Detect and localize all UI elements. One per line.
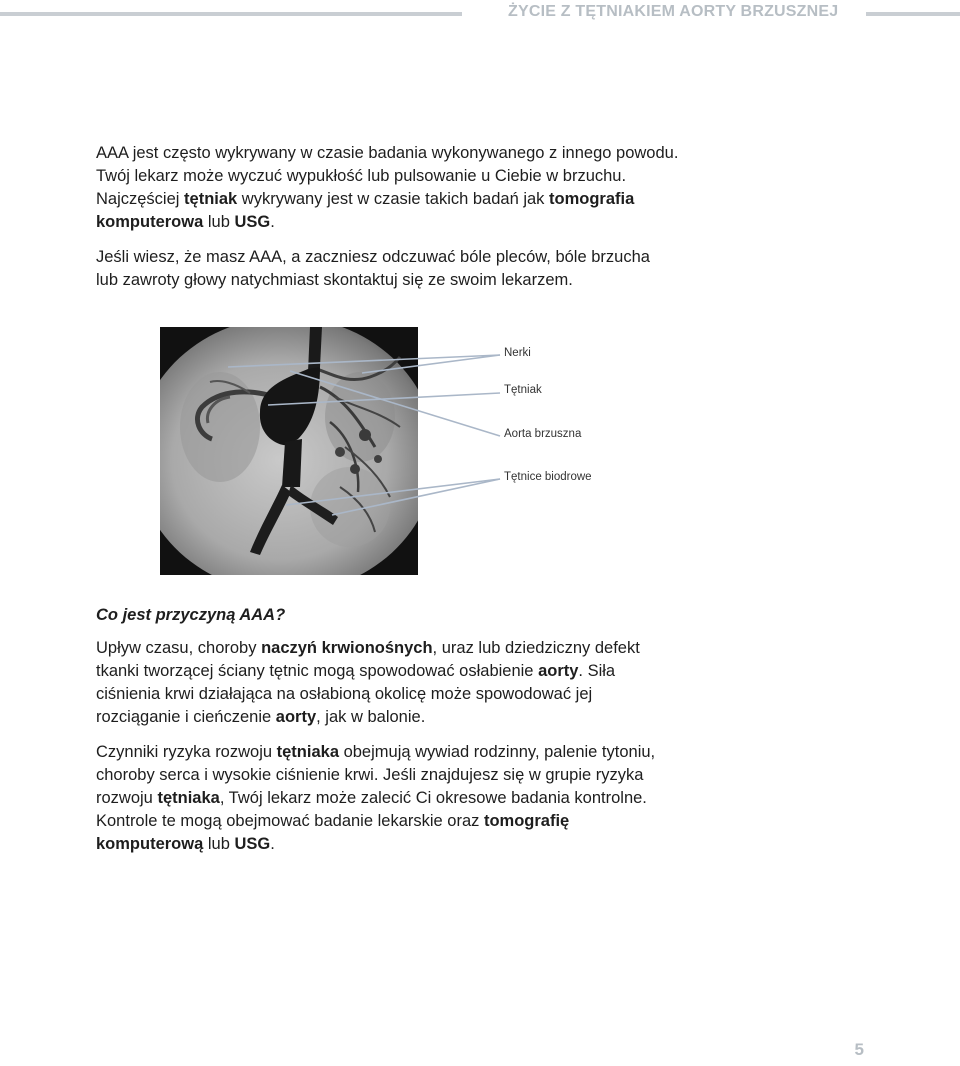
angiogram-figure — [160, 327, 620, 577]
intro-paragraph-1: AAA jest często wykrywany w czasie badania wykonywanego z innego powodu. Twój lekarz może wyczuć wypukłość lub pulsowanie u Ciebie w brzuchu. Najczęściej tętniak wykrywany jest w czasie takich badań jak tomografia komputerowa lub USG. — [96, 144, 679, 231]
callout-label-aorta-brzuszna: Aorta brzuszna — [504, 428, 582, 440]
section-heading: Co jest przyczyną AAA? — [96, 606, 286, 624]
callout-label-nerki: Nerki — [504, 347, 531, 359]
section-paragraph-1: Upływ czasu, choroby naczyń krwionośnych, uraz lub dziedziczny defekt tkanki tworzącej ściany tętnic mogą spowodować osłabienie aorty. Siła ciśnienia krwi działająca na osłabioną okolicę może spowodować jej rozciąganie i cieńczenie aorty, jak w balonie. — [96, 639, 640, 726]
callout-label-tetnice-biodrowe: Tętnice biodrowe — [504, 471, 592, 483]
page-number: 5 — [854, 1040, 864, 1059]
intro-paragraph-2: Jeśli wiesz, że masz AAA, a zaczniesz odczuwać bóle pleców, bóle brzucha lub zawroty głowy natychmiast skontaktuj się ze swoim lekarzem. — [96, 248, 650, 289]
callout-label-tetniak: Tętniak — [504, 384, 542, 396]
header-rule-left — [0, 12, 462, 16]
section-paragraph-2: Czynniki ryzyka rozwoju tętniaka obejmują wywiad rodzinny, palenie tytoniu, choroby serca i wysokie ciśnienie krwi. Jeśli znajdujesz się w grupie ryzyka rozwoju tętniaka, Twój lekarz może zalecić Ci okresowe badania kontrolne. Kontrole te mogą obejmować badanie lekarskie oraz tomografię komputerową lub USG. — [96, 743, 656, 853]
angiogram-image — [160, 327, 620, 577]
header-rule-right — [866, 12, 960, 16]
running-header-title: ŻYCIE Z TĘTNIAKIEM AORTY BRZUSZNEJ — [508, 3, 839, 20]
